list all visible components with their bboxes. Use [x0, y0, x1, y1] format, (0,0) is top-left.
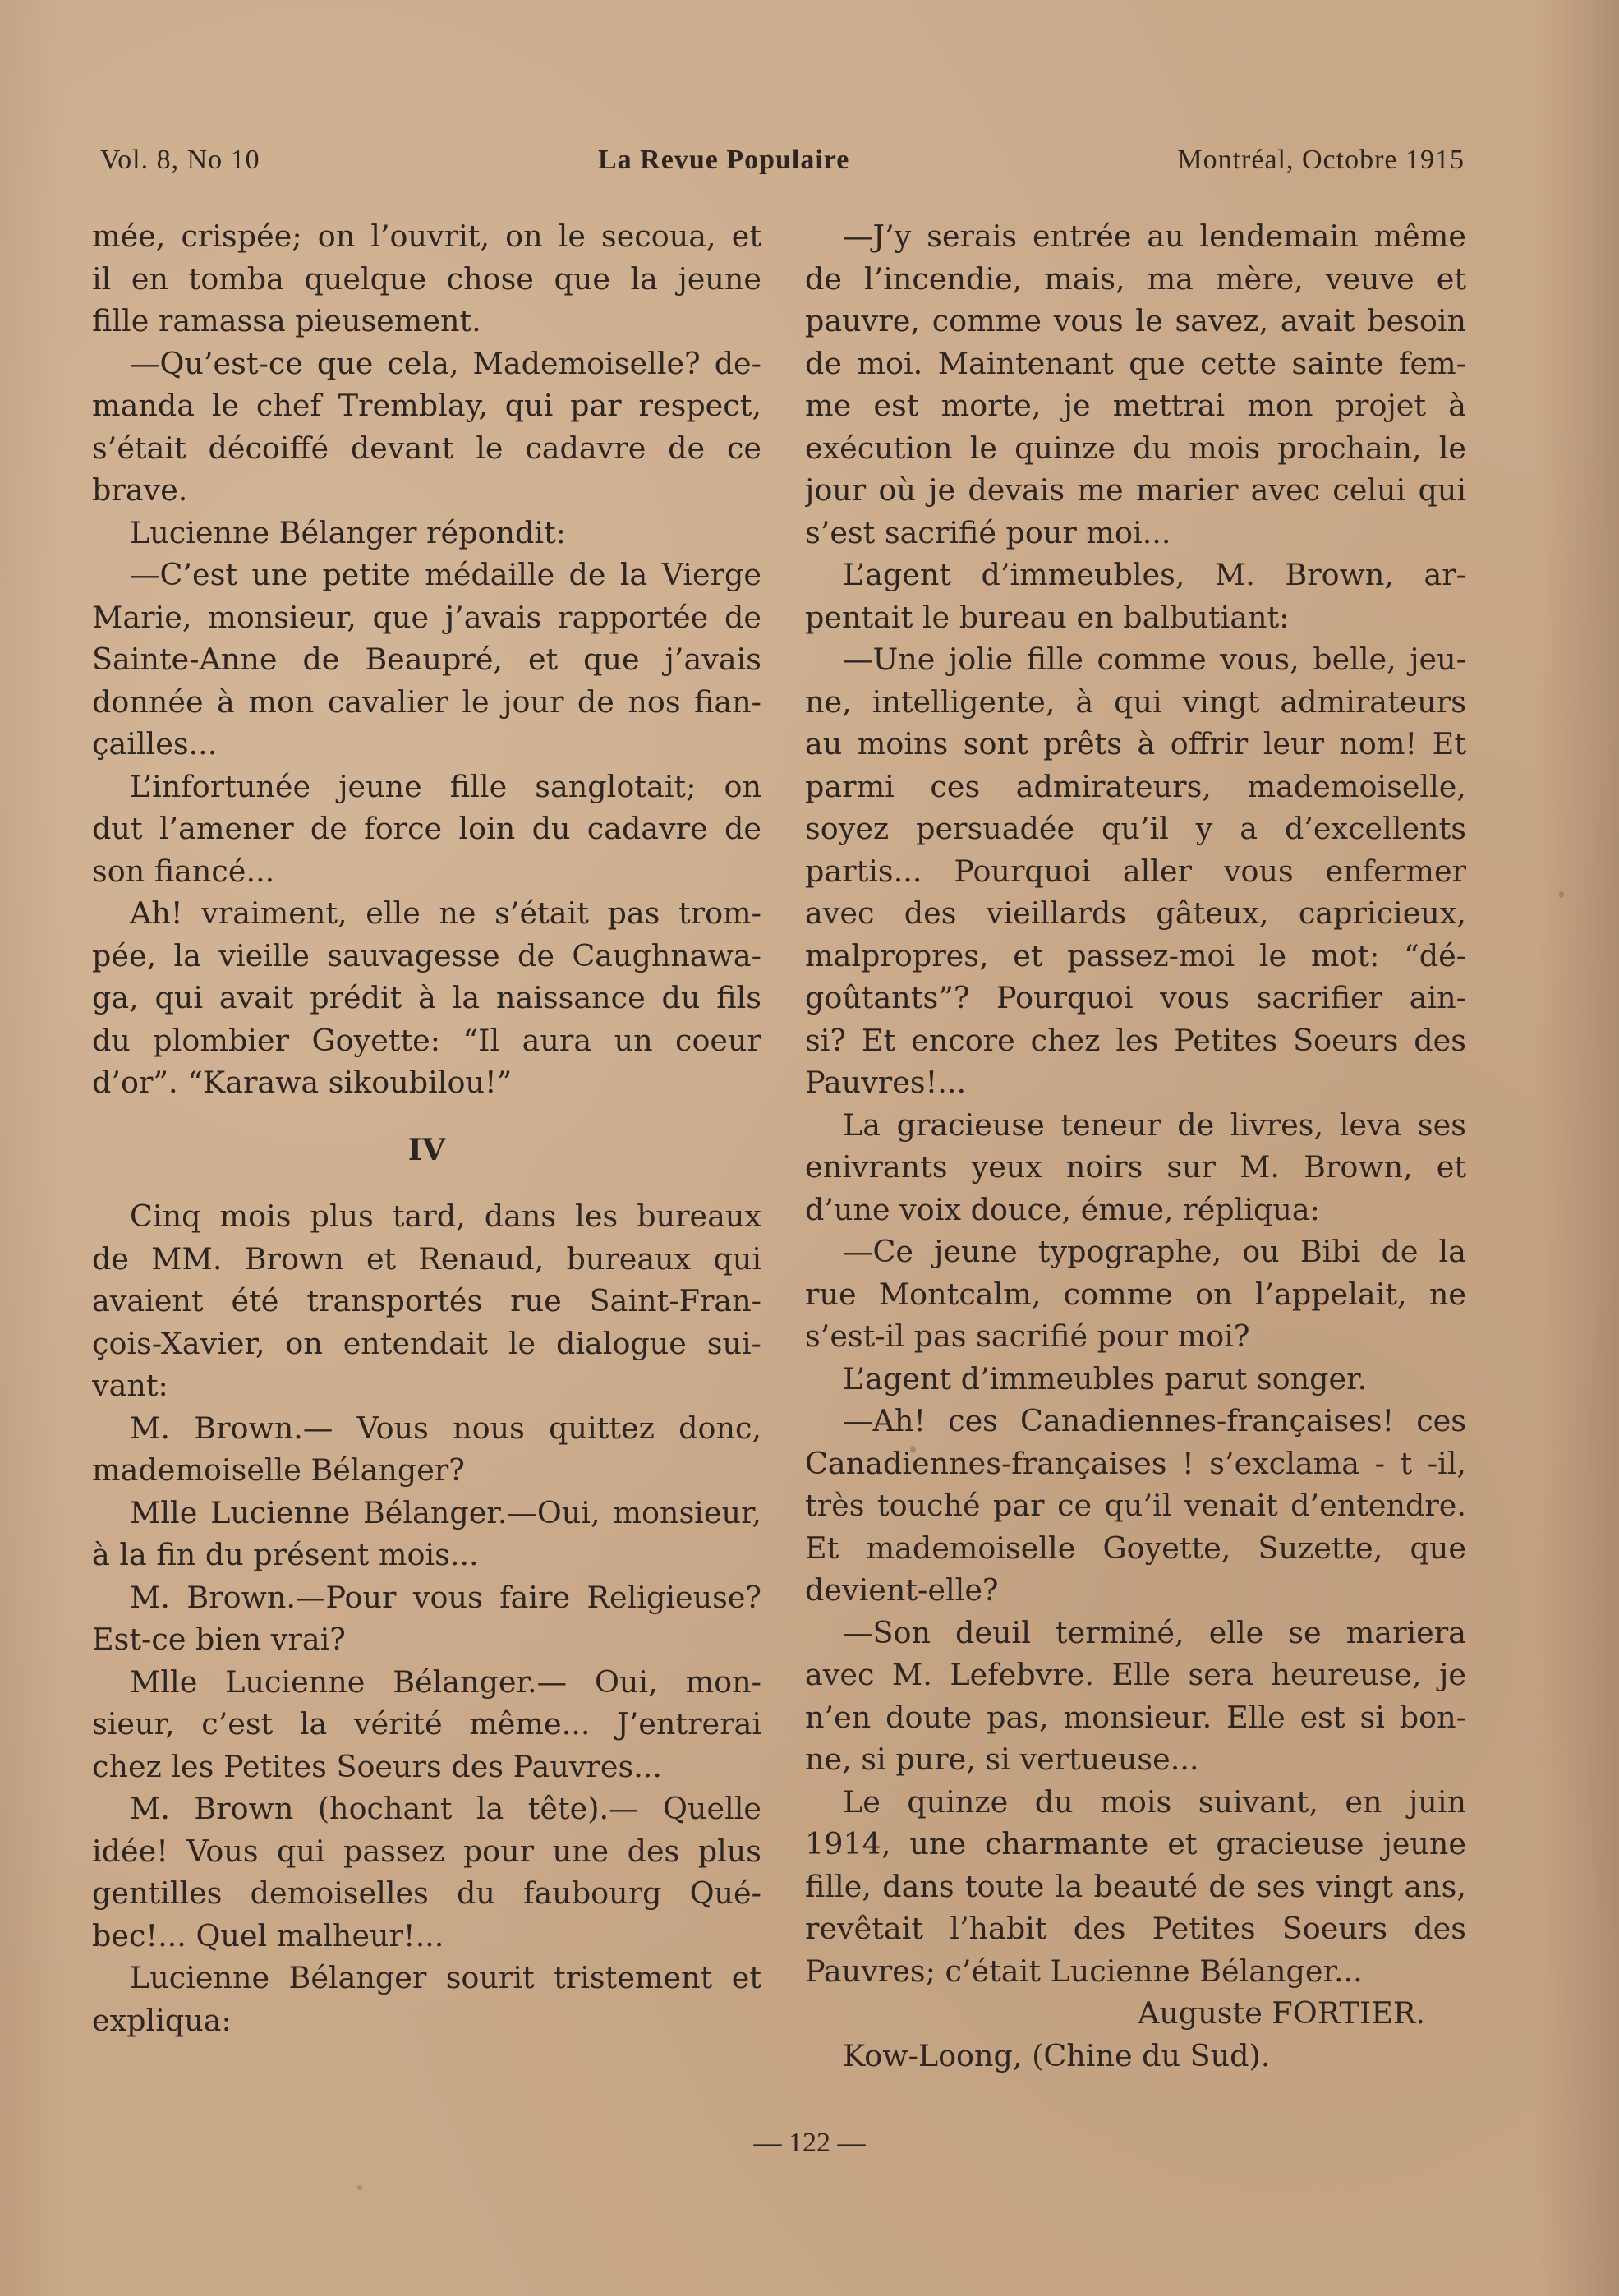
text-line: Mlle Lucienne Bélanger.—Oui, monsieur, — [130, 1494, 761, 1530]
text-line: très touché par ce qu’il venait d’entendre. — [805, 1488, 1466, 1523]
text-line: Lucienne Bélanger sourit tristement et — [130, 1960, 761, 1995]
text-line: avaient été transportés rue Saint-Fran- — [92, 1283, 761, 1318]
paper-spot — [1559, 891, 1564, 898]
text-line: brave. — [92, 472, 188, 508]
text-line: s’est-il pas sacrifié pour moi? — [805, 1318, 1250, 1354]
text-line: chez les Petites Soeurs des Pauvres... — [92, 1748, 663, 1784]
text-line: —Ah! ces Canadiennes-françaises! ces — [843, 1403, 1466, 1438]
text-line: ne, si pure, si vertueuse... — [805, 1742, 1199, 1777]
text-line: pée, la vieille sauvagesse de Caughnawa- — [92, 937, 761, 973]
text-line: fille ramassa pieusement. — [92, 303, 481, 338]
text-line: de l’incendie, mais, ma mère, veuve et — [805, 260, 1466, 297]
text-line: Le quinze du mois suivant, en juin — [843, 1783, 1466, 1820]
text-line — [92, 1104, 761, 1129]
text-line: M. Brown.— Vous nous quittez donc, — [130, 1410, 761, 1446]
text-line: L’agent d’immeubles parut songer. — [843, 1360, 1368, 1396]
text-line: —Ce jeune typographe, ou Bibi de la — [843, 1234, 1466, 1269]
text-line: gentilles demoiselles du faubourg Qué- — [92, 1875, 761, 1911]
text-line: Marie, monsieur, que j’avais rapportée de — [92, 599, 761, 635]
text-line: Pauvres!... — [805, 1065, 967, 1100]
text-line: de moi. Maintenant que cette sainte fem- — [805, 345, 1466, 381]
text-line: s’est sacrifié pour moi... — [805, 514, 1171, 550]
text-line: revêtait l’habit des Petites Soeurs des — [805, 1911, 1466, 1946]
text-line: il en tomba quelque chose que la jeune — [92, 260, 761, 297]
text-line: donnée à mon cavalier le jour de nos fian- — [92, 683, 761, 720]
text-line: çois-Xavier, on entendait le dialogue sui- — [92, 1325, 761, 1361]
text-line: Cinq mois plus tard, dans les bureaux — [130, 1199, 761, 1234]
text-line: —J’y serais entrée au lendemain même — [843, 219, 1466, 254]
text-line: Mlle Lucienne Bélanger.— Oui, mon- — [130, 1663, 761, 1700]
publication-title: La Revue Populaire — [598, 145, 850, 175]
text-line: —C’est une petite médaille de la Vierge — [130, 557, 761, 592]
page-header — [97, 145, 1465, 194]
text-line: Kow-Loong, (Chine du Sud). — [843, 2037, 1271, 2073]
text-line: 1914, une charmante et gracieuse jeune — [805, 1826, 1466, 1861]
place-date: Montréal, Octobre 1915 — [1177, 145, 1465, 175]
section-heading: IV — [407, 1131, 446, 1167]
text-line: —Qu’est-ce que cela, Mademoiselle? de- — [130, 345, 761, 381]
text-line: Et mademoiselle Goyette, Suzette, que — [805, 1530, 1466, 1566]
text-line: ga, qui avait prédit à la naissance du fils — [92, 980, 761, 1015]
author-signature: Auguste FORTIER. — [1138, 1995, 1425, 2031]
text-line: fille, dans toute la beauté de ses vingt ans, — [805, 1868, 1466, 1904]
text-line: rue Montcalm, comme on l’appelait, ne — [805, 1276, 1466, 1312]
text-line: Pauvres; c’était Lucienne Bélanger... — [805, 1953, 1363, 1989]
text-line: mée, crispée; on l’ouvrit, on le secoua, et — [92, 219, 761, 254]
text-line: M. Brown.—Pour vous faire Religieuse? — [130, 1579, 761, 1615]
text-line: partis... Pourquoi aller vous enfermer — [805, 853, 1466, 889]
text-line: bec!... Quel malheur!... — [92, 1917, 444, 1953]
text-line: n’en doute pas, monsieur. Elle est si bon- — [805, 1699, 1466, 1735]
text-line: enivrants yeux noirs sur M. Brown, et — [805, 1149, 1466, 1185]
text-line: idée! Vous qui passez pour une des plus — [92, 1833, 761, 1869]
text-line: d’or”. “Karawa sikoubilou!” — [92, 1065, 513, 1100]
text-line: —Son deuil terminé, elle se mariera — [843, 1614, 1466, 1650]
text-line: parmi ces admirateurs, mademoiselle, — [805, 768, 1466, 804]
volume-label: Vol. 8, No 10 — [100, 145, 260, 175]
text-line: Est-ce bien vrai? — [92, 1622, 346, 1657]
text-line: exécution le quinze du mois prochain, le — [805, 430, 1466, 466]
right-text-column — [805, 215, 1466, 2077]
text-line: d’une voix douce, émue, répliqua: — [805, 1191, 1320, 1227]
text-line: son fiancé... — [92, 853, 275, 889]
text-line: La gracieuse teneur de livres, leva ses — [843, 1107, 1466, 1143]
text-line — [92, 1171, 761, 1195]
text-line: soyez persuadée qu’il y a d’excellents — [805, 811, 1466, 846]
text-line: dut l’amener de force loin du cadavre de — [92, 811, 761, 846]
text-line: s’était décoiffé devant le cadavre de ce — [92, 430, 761, 466]
text-line: manda le chef Tremblay, qui par respect, — [92, 388, 761, 423]
text-line: M. Brown (hochant la tête).— Quelle — [130, 1791, 761, 1826]
text-line: çailles... — [92, 726, 218, 761]
text-line: à la fin du présent mois... — [92, 1537, 479, 1572]
text-line: si? Et encore chez les Petites Soeurs des — [805, 1022, 1466, 1058]
text-line: L’infortunée jeune fille sanglotait; on — [130, 768, 761, 804]
text-line: devient-elle? — [805, 1572, 999, 1608]
text-line: malpropres, et passez-moi le mot: “dé- — [805, 937, 1466, 973]
text-line: expliqua: — [92, 2002, 232, 2038]
text-line: Lucienne Bélanger répondit: — [130, 514, 566, 550]
text-line: me est morte, je mettrai mon projet à — [805, 388, 1466, 423]
text-line: ne, intelligente, à qui vingt admirateurs — [805, 683, 1466, 720]
text-line: L’agent d’immeubles, M. Brown, ar- — [843, 557, 1466, 592]
paper-spot — [357, 2185, 362, 2190]
text-line: mademoiselle Bélanger? — [92, 1452, 465, 1488]
text-line: avec M. Lefebvre. Elle sera heureuse, je — [805, 1657, 1466, 1692]
text-line: pauvre, comme vous le savez, avait besoin — [805, 303, 1466, 338]
text-line: avec des vieillards gâteux, capricieux, — [805, 895, 1466, 931]
text-line: sieur, c’est la vérité même... J’entrerai — [92, 1706, 761, 1742]
page-number: — 122 — — [753, 2128, 866, 2158]
text-line: pentait le bureau en balbutiant: — [805, 599, 1290, 635]
left-text-column — [92, 215, 761, 2041]
text-line: Ah! vraiment, elle ne s’était pas trom- — [130, 895, 761, 931]
text-line: du plombier Goyette: “Il aura un coeur — [92, 1022, 761, 1058]
text-line: Canadiennes-françaises ! s’exclama - t -il, — [805, 1445, 1466, 1481]
text-line: de MM. Brown et Renaud, bureaux qui — [92, 1240, 761, 1277]
text-line: au moins sont prêts à offrir leur nom! Et — [805, 726, 1466, 761]
text-line: goûtants”? Pourquoi vous sacrifier ain- — [805, 980, 1466, 1015]
text-line: Sainte-Anne de Beaupré, et que j’avais — [92, 642, 761, 677]
text-line: jour où je devais me marier avec celui qui — [805, 472, 1466, 508]
text-line: —Une jolie fille comme vous, belle, jeu- — [843, 642, 1466, 677]
text-line: vant: — [92, 1368, 168, 1403]
